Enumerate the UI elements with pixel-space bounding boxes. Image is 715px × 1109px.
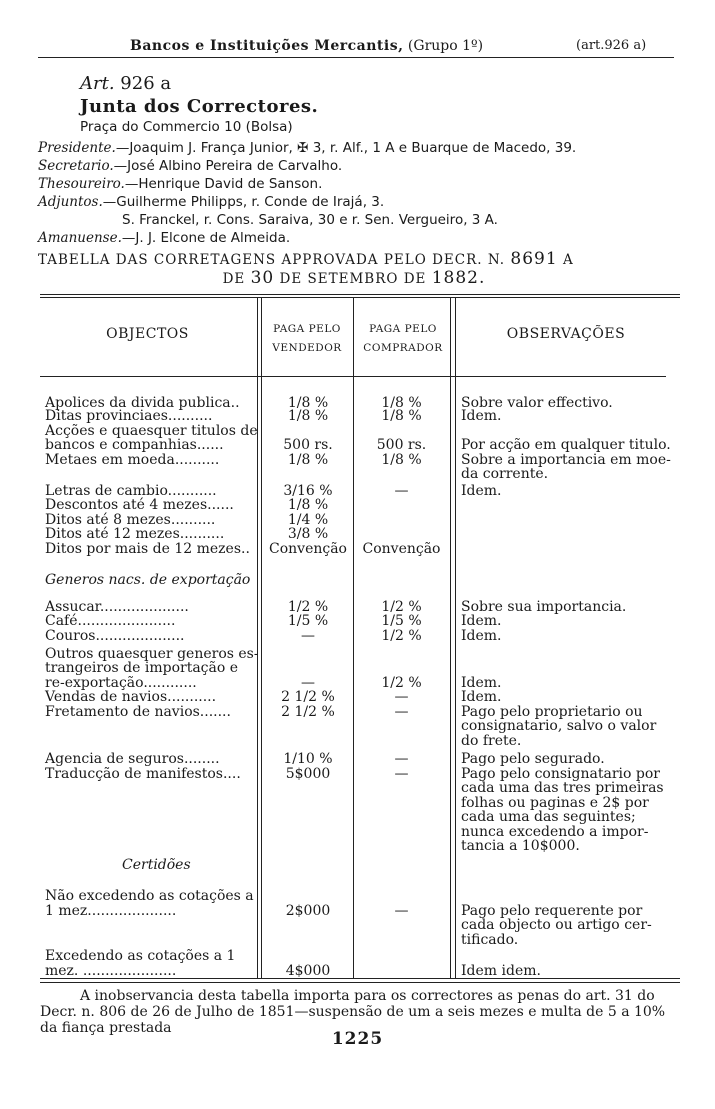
table-cell-obs: do frete. bbox=[461, 733, 522, 749]
table-cell-vend: 4$000 bbox=[285, 963, 331, 979]
table-cell-obs: Sobre sua importancia. bbox=[461, 599, 627, 615]
table-cell-obj: trangeiros de importação e bbox=[45, 660, 239, 676]
table-cell-vend: 2 1/2 % bbox=[281, 689, 335, 705]
table-cell-comp: — bbox=[394, 483, 409, 499]
officer-line: Secretario.—José Albino Pereira de Carvalho. bbox=[38, 158, 343, 174]
table-cell-vend: 2$000 bbox=[285, 903, 331, 919]
officer-line: Amanuense.—J. J. Elcone de Almeida. bbox=[38, 230, 291, 246]
table-cell-obs: Idem. bbox=[461, 483, 502, 499]
officer-line: Adjuntos.—Guilherme Philipps, r. Conde de Irajá, 3. bbox=[38, 194, 385, 210]
table-cell-obj: Metaes em moeda.......... bbox=[45, 452, 220, 468]
table-cell-obj: Couros.................... bbox=[45, 628, 185, 644]
table-cell-obj: Não excedendo as cotações a bbox=[45, 888, 254, 904]
column-divider bbox=[450, 297, 451, 978]
table-cell-vend: 1/2 % bbox=[287, 599, 329, 615]
col-header-observacoes: OBSERVAÇÕES bbox=[506, 326, 626, 342]
table-cell-obs: cada uma das seguintes; bbox=[461, 809, 636, 825]
table-cell-obs: Pago pelo consignatario por bbox=[461, 766, 660, 782]
table-cell-obs: Pago pelo segurado. bbox=[461, 751, 605, 767]
table-cell-comp: 1/2 % bbox=[381, 628, 422, 644]
table-cell-comp: Convenção bbox=[362, 541, 441, 557]
table-cell-obs: Idem. bbox=[461, 613, 502, 629]
table-cell-obj: Ditos até 12 mezes.......... bbox=[45, 526, 225, 542]
table-cell-vend: Convenção bbox=[269, 541, 347, 557]
table-cell-obj: Excedendo as cotações a 1 bbox=[45, 948, 236, 964]
table-cell-obj: 1 mez.................... bbox=[45, 903, 177, 919]
table-cell-obj: Acções e quaesquer titulos de bbox=[45, 423, 258, 439]
table-cell-comp: 1/8 % bbox=[381, 452, 422, 468]
officer-line: S. Franckel, r. Cons. Saraiva, 30 e r. Sen. Vergueiro, 3 A. bbox=[122, 212, 498, 228]
table-cell-obj: Apolices da divida publica.. bbox=[45, 395, 240, 411]
table-cell-obs: da corrente. bbox=[461, 466, 549, 482]
table-cell-obj: Fretamento de navios....... bbox=[45, 704, 231, 720]
table-cell-comp: 1/8 % bbox=[381, 408, 422, 424]
table-cell-vend: 500 rs. bbox=[283, 437, 333, 453]
column-divider bbox=[455, 297, 456, 978]
officer-line: Thesoureiro.—Henrique David de Sanson. bbox=[38, 176, 323, 192]
table-cell-obs: Sobre valor effectivo. bbox=[461, 395, 613, 411]
table-cell-obs: consignatario, salvo o valor bbox=[461, 718, 657, 734]
table-cell-comp: — bbox=[394, 903, 409, 919]
table-cell-obj: Ditas provinciaes.......... bbox=[45, 408, 213, 424]
section-title: Bancos e Instituições Mercantis, bbox=[130, 38, 404, 54]
article-reference: (art.926 a) bbox=[576, 38, 647, 53]
table-cell-vend: 3/16 % bbox=[283, 483, 333, 499]
table-cell-obs: Idem. bbox=[461, 408, 502, 424]
column-divider bbox=[257, 297, 258, 978]
table-cell-obs: Idem. bbox=[461, 675, 502, 691]
table-cell-comp: — bbox=[394, 751, 409, 767]
table-cell-comp: — bbox=[394, 704, 409, 720]
table-cell-obj: Agencia de seguros........ bbox=[45, 751, 220, 767]
officer-line: Presidente.—Joaquim J. França Junior, ✠ 3, r. Alf., 1 A e Buarque de Macedo, 39. bbox=[38, 140, 577, 156]
table-cell-obs: Idem. bbox=[461, 689, 502, 705]
decree-heading: TABELLA DAS CORRETAGENS APPROVADA PELO DECR. N. 8691 A bbox=[38, 249, 574, 269]
table-cell-obs: Idem idem. bbox=[461, 963, 541, 979]
table-cell-obj: bancos e companhias...... bbox=[45, 437, 224, 453]
table-cell-comp: 1/8 % bbox=[381, 395, 422, 411]
table-cell-vend: 1/8 % bbox=[287, 395, 329, 411]
table-cell-vend: 1/5 % bbox=[287, 613, 329, 629]
table-cell-vend: 1/8 % bbox=[287, 497, 329, 513]
table-cell-obj: Certidões bbox=[122, 857, 191, 873]
entry-address: Praça do Commercio 10 (Bolsa) bbox=[80, 119, 293, 135]
running-header bbox=[130, 38, 483, 54]
table-cell-obj: mez. ..................... bbox=[45, 963, 177, 979]
art-word: Art. bbox=[80, 73, 115, 94]
table-cell-comp: — bbox=[394, 766, 409, 782]
table-cell-obs: Pago pelo requerente por bbox=[461, 903, 643, 919]
table-cell-vend: 1/8 % bbox=[287, 452, 329, 468]
table-cell-vend: 3/8 % bbox=[287, 526, 329, 542]
entry-title: Junta dos Correctores. bbox=[80, 96, 319, 117]
col-header-objectos: OBJECTOS bbox=[106, 326, 189, 342]
decree-heading-line2: DE 30 DE SETEMBRO DE 1882. bbox=[222, 268, 486, 288]
table-cell-comp: — bbox=[394, 689, 409, 705]
table-cell-obj: Assucar.................... bbox=[45, 599, 189, 615]
table-cell-obs: nunca excedendo a impor- bbox=[461, 824, 649, 840]
table-cell-obj: Generos nacs. de exportação bbox=[45, 572, 251, 588]
table-cell-comp: 1/2 % bbox=[381, 599, 422, 615]
table-cell-obj: Descontos até 4 mezes...... bbox=[45, 497, 234, 513]
article-label bbox=[80, 73, 171, 94]
table-cell-obs: tificado. bbox=[461, 932, 519, 948]
table-cell-obj: Café...................... bbox=[45, 613, 176, 629]
header-rule bbox=[38, 57, 674, 58]
table-cell-vend: — bbox=[301, 675, 315, 691]
group-label: (Grupo 1º) bbox=[407, 38, 484, 54]
table-cell-obs: Pago pelo proprietario ou bbox=[461, 704, 643, 720]
table-cell-obj: Vendas de navios........... bbox=[45, 689, 217, 705]
table-cell-obs: cada objecto ou artigo cer- bbox=[461, 917, 652, 933]
table-cell-obj: Letras de cambio........... bbox=[45, 483, 217, 499]
table-cell-obj: Ditos por mais de 12 mezes.. bbox=[45, 541, 250, 557]
page-number: 1225 bbox=[331, 1029, 384, 1049]
table-bottom-rule-2 bbox=[40, 982, 680, 983]
table-cell-vend: 5$000 bbox=[285, 766, 331, 782]
art-number: 926 a bbox=[120, 73, 172, 94]
table-cell-obs: Idem. bbox=[461, 628, 502, 644]
table-cell-obj: Traducção de manifestos.... bbox=[45, 766, 241, 782]
table-cell-vend: — bbox=[301, 628, 315, 644]
table-cell-vend: 1/8 % bbox=[287, 408, 329, 424]
table-cell-obs: tancia a 10$000. bbox=[461, 838, 580, 854]
table-cell-comp: 1/5 % bbox=[381, 613, 422, 629]
col-header-vendedor: PAGA PELO VENDEDOR bbox=[272, 323, 342, 354]
table-top-rule bbox=[40, 294, 680, 295]
table-cell-comp: 1/2 % bbox=[381, 675, 422, 691]
table-cell-comp: 500 rs. bbox=[376, 437, 427, 453]
table-cell-obs: folhas ou paginas e 2$ por bbox=[461, 795, 649, 811]
table-cell-obs: Por acção em qualquer titulo. bbox=[461, 437, 671, 453]
table-cell-vend: 1/4 % bbox=[287, 512, 329, 528]
footer-note: A inobservancia desta tabella importa para os correctores as penas do art. 31 do Decr. n. 806 de 26 de Julho de 1851—suspensão de um a seis mezes e multa de 5 a 10% da fiança prestada bbox=[40, 988, 666, 1036]
table-cell-obj: Ditos até 8 mezes.......... bbox=[45, 512, 216, 528]
table-cell-obj: Outros quaesquer generos es- bbox=[45, 646, 259, 662]
table-cell-obs: Sobre a importancia em moe- bbox=[461, 452, 671, 468]
table-cell-obs: cada uma das tres primeiras bbox=[461, 780, 664, 796]
col-header-comprador: PAGA PELO COMPRADOR bbox=[363, 323, 443, 354]
table-cell-vend: 2 1/2 % bbox=[281, 704, 335, 720]
table-cell-vend: 1/10 % bbox=[283, 751, 333, 767]
table-top-rule-2 bbox=[40, 297, 680, 298]
table-cell-obj: re-exportação............ bbox=[45, 675, 197, 691]
